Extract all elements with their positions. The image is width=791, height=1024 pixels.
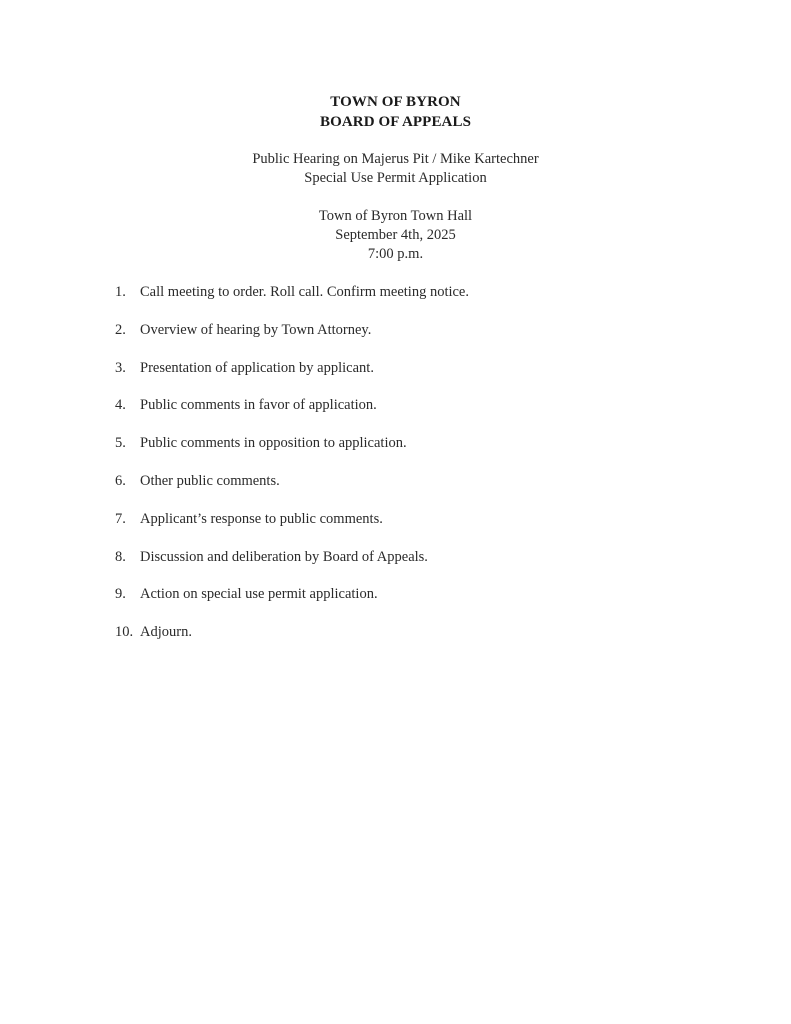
agenda-item-text: Overview of hearing by Town Attorney.	[140, 321, 372, 338]
agenda-item-text: Public comments in opposition to application.	[140, 435, 407, 452]
agenda-item	[115, 433, 469, 471]
meeting-details	[0, 207, 791, 264]
document-title	[0, 92, 791, 132]
meeting-time: 7:00 p.m.	[367, 246, 424, 262]
agenda-item	[115, 471, 469, 509]
agenda-list	[115, 282, 469, 660]
agenda-item	[115, 320, 469, 358]
board-name: BOARD OF APPEALS	[319, 114, 472, 130]
hearing-subtitle	[0, 150, 791, 188]
agenda-item-text: Action on special use permit application.	[140, 586, 378, 603]
agenda-item-number: 3.	[115, 359, 126, 376]
agenda-item-text: Other public comments.	[140, 472, 280, 489]
agenda-item-number: 7.	[115, 510, 126, 527]
agenda-item	[115, 547, 469, 585]
org-name: TOWN OF BYRON	[330, 94, 461, 110]
agenda-item	[115, 358, 469, 396]
agenda-item	[115, 282, 469, 320]
meeting-location: Town of Byron Town Hall	[318, 208, 473, 224]
hearing-type: Special Use Permit Application	[304, 170, 487, 186]
agenda-item-text: Call meeting to order. Roll call. Confirm meeting notice.	[140, 284, 469, 300]
agenda-item-number: 9.	[115, 586, 126, 603]
agenda-item-text: Presentation of application by applicant.	[140, 359, 374, 376]
agenda-item-number: 1.	[115, 284, 126, 300]
agenda-item-number: 2.	[115, 321, 126, 338]
agenda-item-number: 4.	[115, 397, 126, 414]
agenda-item-text: Adjourn.	[140, 624, 192, 641]
agenda-item-text: Applicant’s response to public comments.	[140, 510, 383, 527]
agenda-item	[115, 622, 469, 660]
agenda-item-text: Public comments in favor of application.	[140, 397, 377, 414]
agenda-item-number: 10.	[115, 624, 134, 641]
agenda-item-text: Discussion and deliberation by Board of Appeals.	[140, 548, 428, 565]
hearing-title: Public Hearing on Majerus Pit / Mike Kartechner	[252, 151, 539, 167]
agenda-item	[115, 509, 469, 547]
agenda-item	[115, 584, 469, 622]
agenda-item-number: 8.	[115, 548, 126, 565]
meeting-date: September 4th, 2025	[335, 227, 456, 243]
agenda-item-number: 6.	[115, 472, 126, 489]
agenda-item	[115, 395, 469, 433]
agenda-item-number: 5.	[115, 435, 126, 452]
